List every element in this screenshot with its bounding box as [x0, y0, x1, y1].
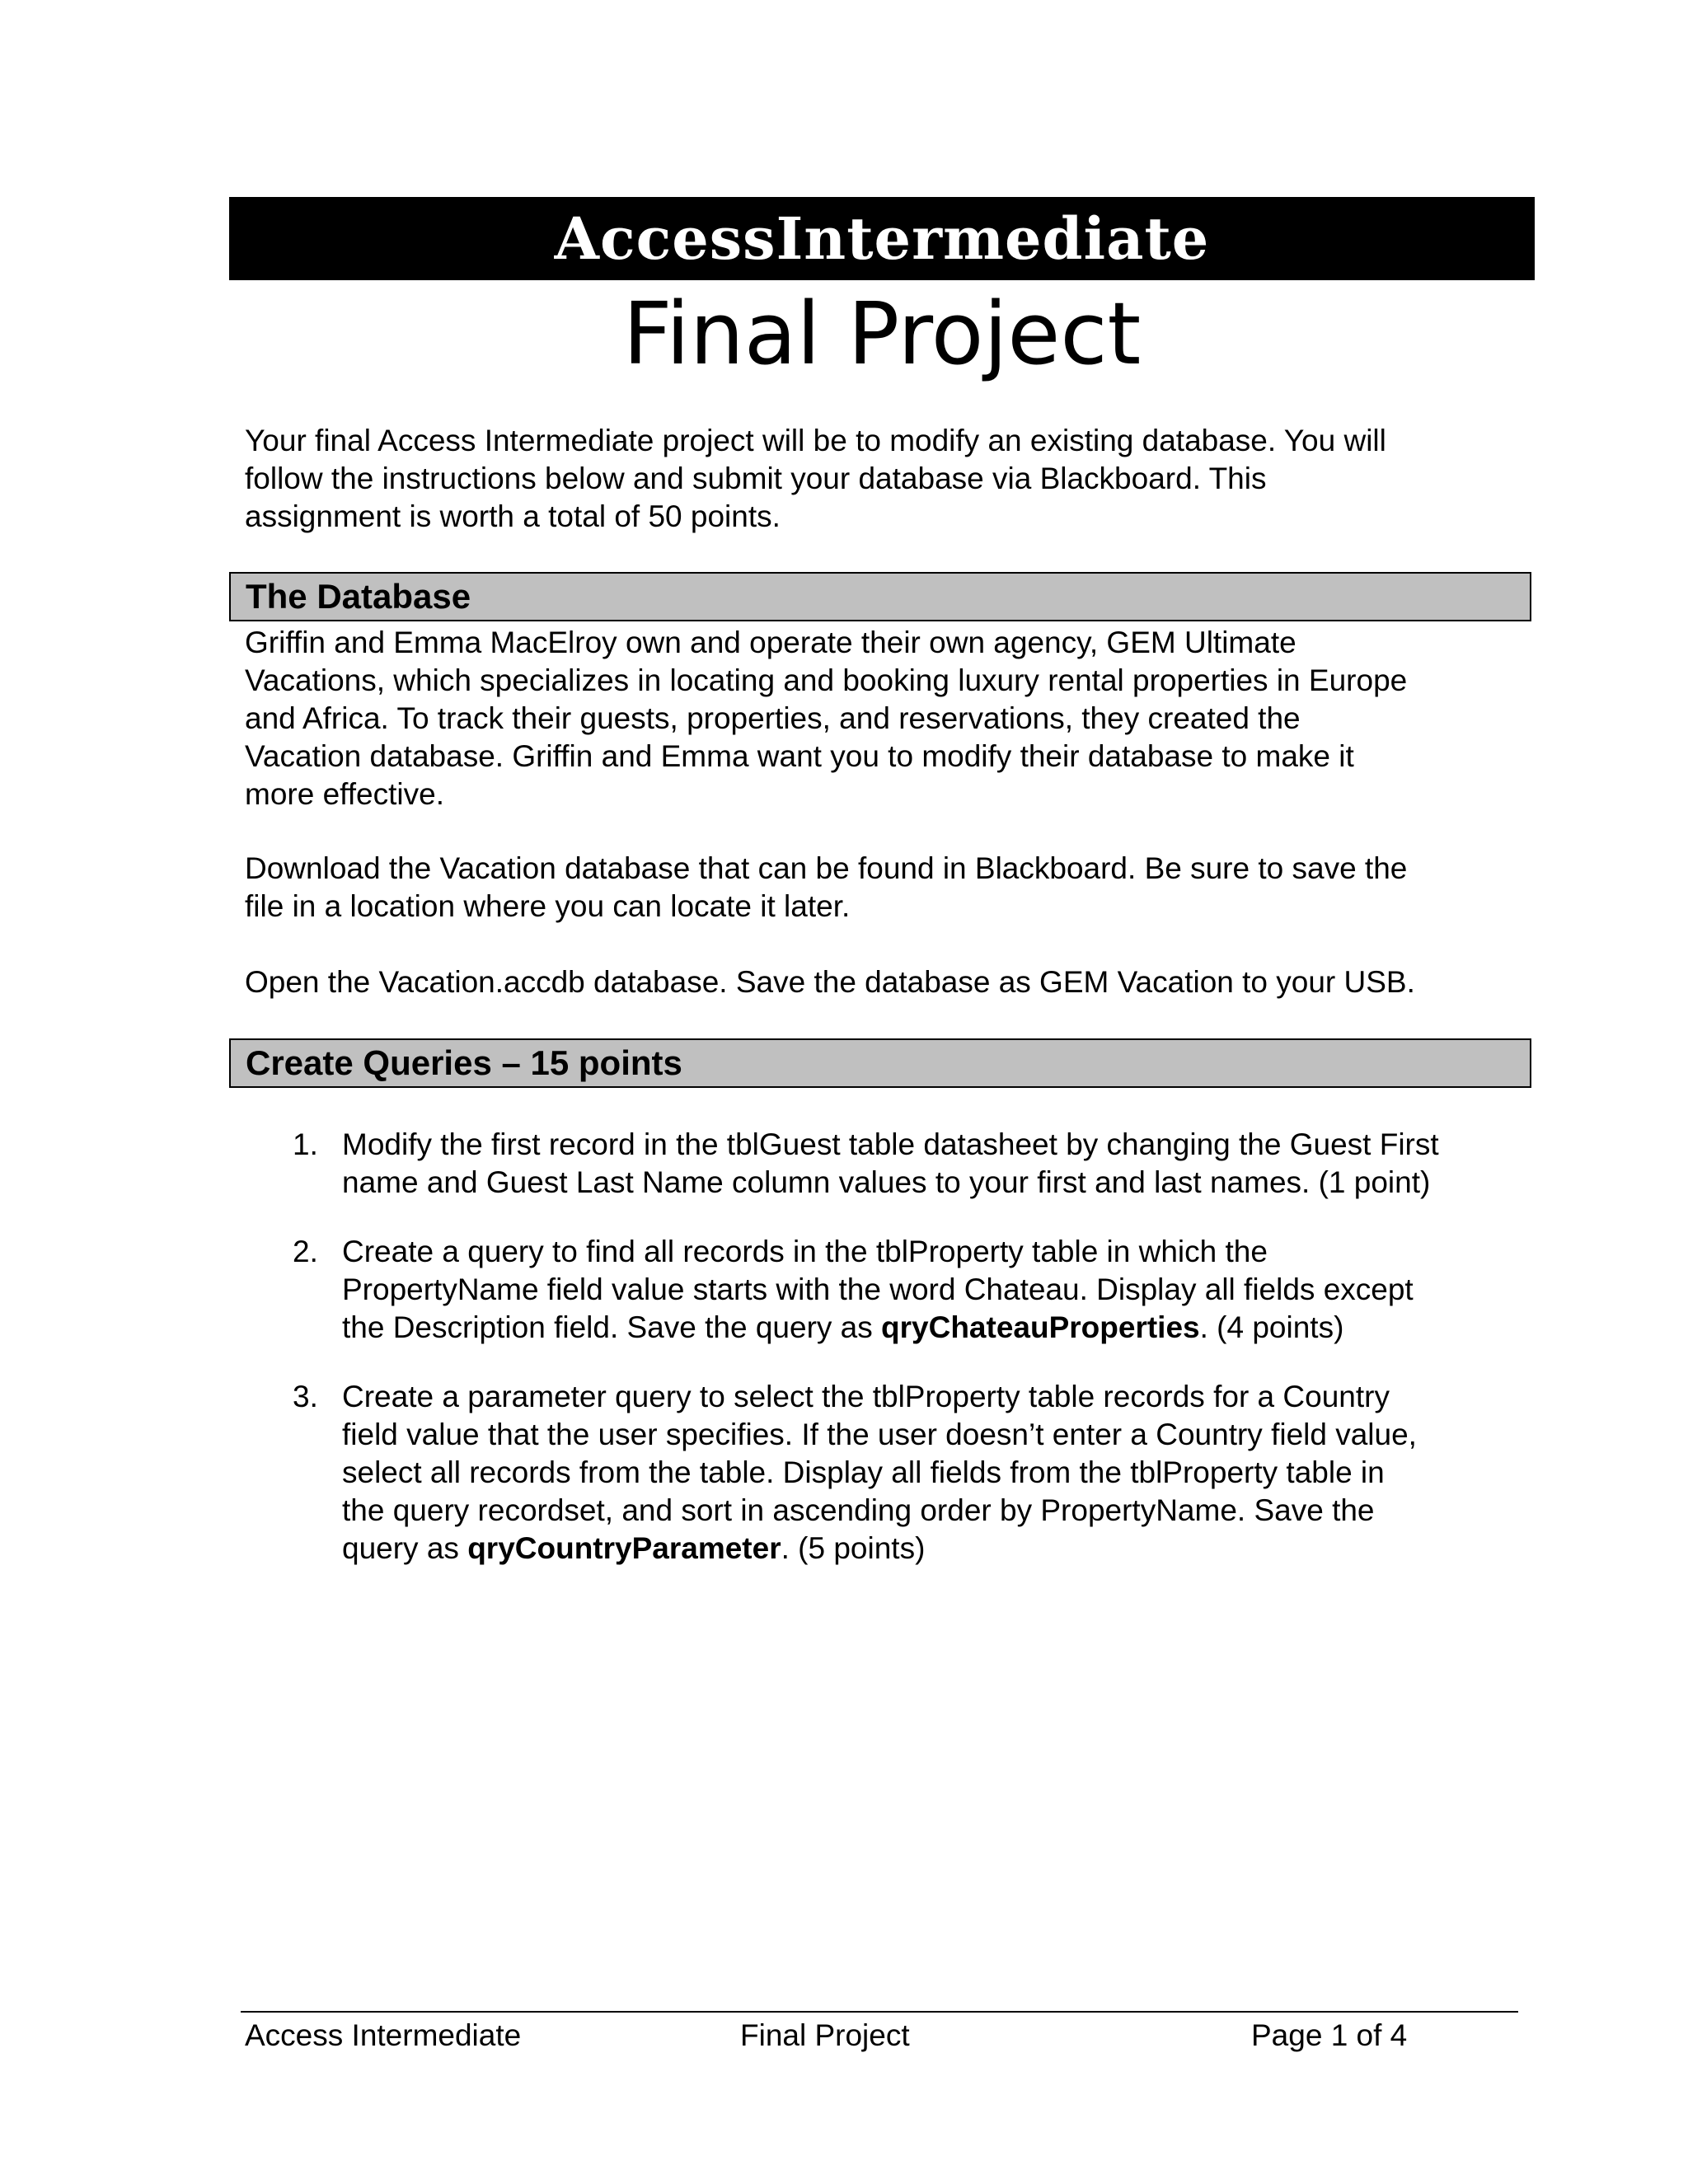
paragraph-line: more effective.	[245, 777, 444, 811]
list-item-line: field value that the user specifies. If the user doesn’t enter a Country field value,	[342, 1418, 1417, 1451]
list-item-line: Modify the first record in the tblGuest table datasheet by changing the Guest First	[342, 1127, 1439, 1161]
intro-line: assignment is worth a total of 50 points.	[245, 499, 781, 533]
course-banner: AccessIntermediate	[229, 197, 1535, 280]
list-item-number: 3.	[293, 1380, 318, 1413]
section-header-database: The Database	[229, 572, 1531, 621]
section-header-queries: Create Queries – 15 points	[229, 1038, 1531, 1088]
paragraph-line: Vacations, which specializes in locating and booking luxury rental properties in Europe	[245, 663, 1408, 697]
database-paragraph-3	[245, 963, 1531, 1001]
list-item-line: Create a parameter query to select the tblProperty table records for a Country	[342, 1380, 1390, 1413]
list-item-line: Create a query to find all records in the tblProperty table in which the	[342, 1235, 1268, 1268]
list-item-number: 2.	[293, 1235, 318, 1268]
intro-paragraph	[245, 422, 1531, 536]
line-text: query as	[342, 1531, 468, 1565]
list-item-text	[342, 1378, 1529, 1568]
paragraph-line: Open the Vacation.accdb database. Save the database as GEM Vacation to your USB.	[245, 965, 1415, 999]
list-item-line	[342, 1309, 1529, 1347]
footer-page-number: Page 1 of 4	[1251, 2018, 1408, 2052]
list-item-line: select all records from the table. Display all fields from the tblProperty table in	[342, 1455, 1385, 1489]
paragraph-line: Vacation database. Griffin and Emma want you to modify their database to make it	[245, 739, 1354, 773]
line-text: . (5 points)	[781, 1531, 926, 1565]
paragraph-line: Download the Vacation database that can be found in Blackboard. Be sure to save the	[245, 851, 1408, 885]
paragraph-line: file in a location where you can locate it later.	[245, 889, 851, 923]
list-item-text	[342, 1126, 1529, 1202]
list-item-line: name and Guest Last Name column values to your first and last names. (1 point)	[342, 1165, 1431, 1199]
paragraph-line: Griffin and Emma MacElroy own and operate their own agency, GEM Ultimate	[245, 626, 1296, 659]
database-paragraph-2	[245, 850, 1531, 926]
list-item-line: the query recordset, and sort in ascending order by PropertyName. Save the	[342, 1493, 1375, 1527]
paragraph-line: and Africa. To track their guests, properties, and reservations, they created the	[245, 701, 1301, 735]
list-item-number: 1.	[293, 1127, 318, 1161]
database-paragraph-1	[245, 624, 1531, 813]
list-item-line	[342, 1530, 1529, 1568]
line-text: . (4 points)	[1199, 1310, 1344, 1344]
query-name: qryChateauProperties	[881, 1310, 1200, 1344]
intro-line: follow the instructions below and submit your database via Blackboard. This	[245, 462, 1267, 495]
line-text: the Description field. Save the query as	[342, 1310, 882, 1344]
list-item-line: PropertyName field value starts with the word Chateau. Display all fields except	[342, 1272, 1414, 1306]
list-item-text	[342, 1233, 1529, 1347]
query-name: qryCountryParameter	[467, 1531, 781, 1565]
footer-divider	[241, 2011, 1518, 2013]
intro-line: Your final Access Intermediate project will be to modify an existing database. You will	[245, 424, 1386, 457]
footer-left: Access Intermediate	[245, 2018, 522, 2052]
footer-center: Final Project	[740, 2018, 910, 2052]
page-title: Final Project	[622, 284, 1142, 384]
